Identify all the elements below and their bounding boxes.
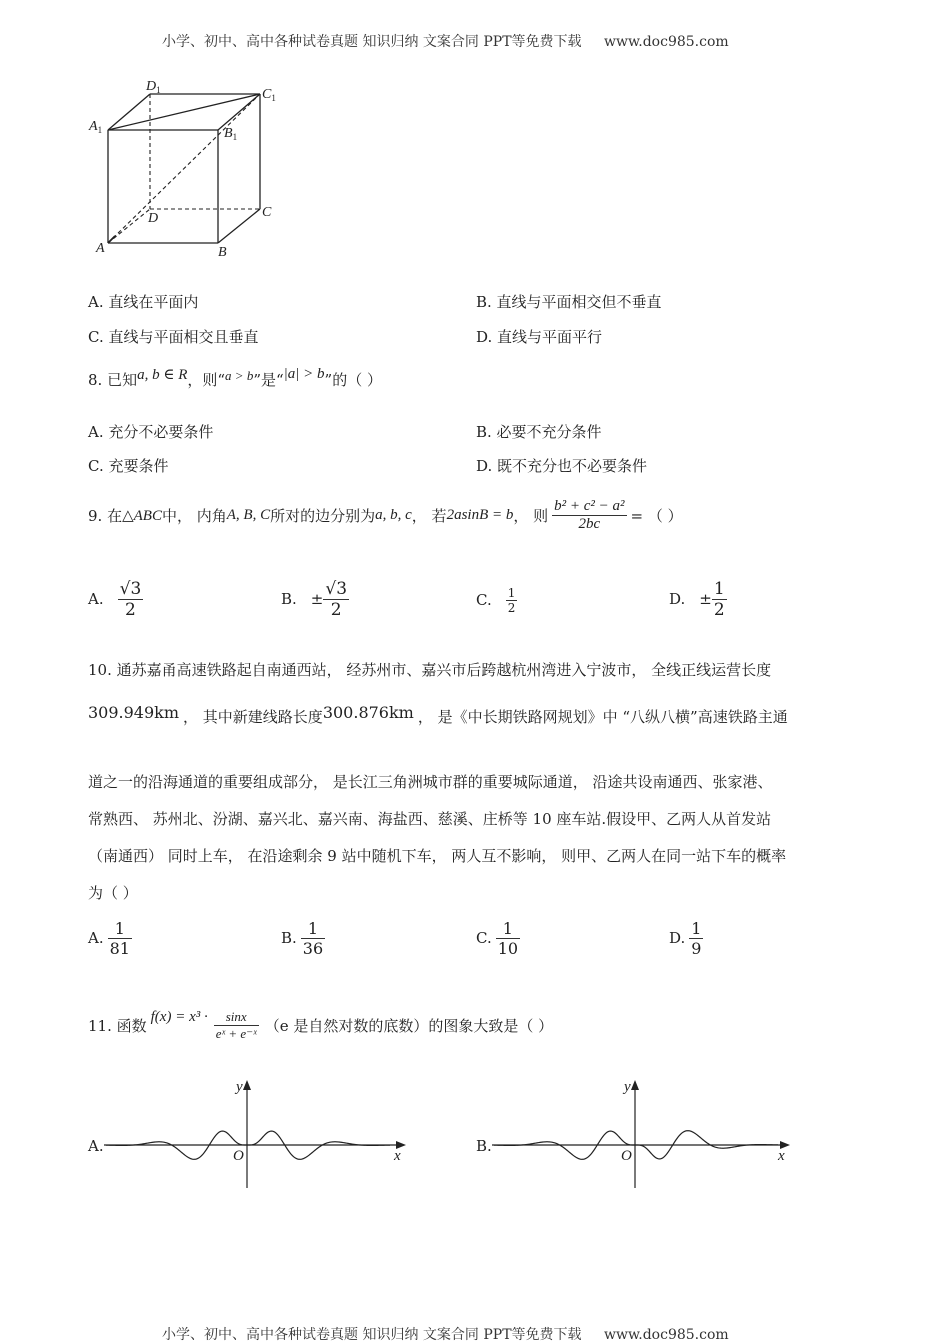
page-footer [162, 1324, 729, 1344]
x-label: x [394, 1148, 401, 1164]
q10-line-2: 309.949km ， 其中新建线路长度300.876km ， 是《中长期铁路网规划》中 “八纵八横”高速铁路主通 [88, 703, 788, 726]
q11-stem: 11. 函数 f(x) = x³ · $\frac{\sin x}{\text{eˣ + e⁻ˣ}}$ （e 是自然对数的底数）的图象大致是（ ） [88, 1008, 554, 1041]
q11-fraction: $\frac{\sin x}{\text{eˣ + e⁻ˣ}}$ [215, 1008, 257, 1041]
q8-option-b: B. 必要不充分条件 [476, 423, 602, 441]
q7-option-b: B. 直线与平面相交但不垂直 [476, 293, 662, 311]
label-d1: $D_1$ [146, 79, 161, 95]
q9-stem: 9. 在 △ABC 中， 内角 A, B, C 所对的边分别为 a, b, c ， 若 2asinB = b ， 则 $\frac{\text{b² + c² − a²}}{2bc}$ = （ ） [88, 497, 683, 532]
q10-line-4: 常熟西、 苏州北、汾湖、嘉兴北、嘉兴南、海盐西、慈溪、庄桥等 10 座车站.假设甲、乙两人从首发站 [88, 810, 772, 828]
y-arrow [631, 1080, 639, 1090]
q10-option-c: C. $\frac{1}{10}$ [476, 918, 519, 958]
x-label: x [778, 1148, 785, 1164]
q8-option-d: D. 既不充分也不必要条件 [476, 457, 648, 475]
page-header [162, 31, 729, 51]
q8-option-c: C. 充要条件 [88, 457, 169, 475]
label-b1: $B_1$ [224, 126, 238, 142]
q10-option-d: D. $\frac{1}{9}$ [669, 918, 702, 958]
q8-stem: 8. 已知a, b ∈ R，则“a > b”是“|a| > b”的（ ） [88, 366, 382, 389]
label-c1: $C_1$ [262, 87, 276, 103]
q10-line-1: 10. 通苏嘉甬高速铁路起自南通西站， 经苏州市、嘉兴市后跨越杭州湾进入宁波市， 全线正线运营长度 [88, 661, 772, 679]
q9-option-c: C. $\frac{1}{2}$ [476, 585, 516, 615]
label-a: A [96, 241, 105, 256]
y-arrow [243, 1080, 251, 1090]
origin-label: O [621, 1148, 632, 1164]
q11-graph-b-label: B. [476, 1137, 492, 1155]
q8-option-a: A. 充分不必要条件 [88, 423, 214, 441]
q9-fraction: $\frac{\text{b² + c² − a²}}{2bc}$ [554, 497, 625, 532]
label-c: C [262, 205, 272, 220]
y-label: y [236, 1079, 243, 1095]
label-b: B [218, 245, 227, 260]
q9-option-a: A. $\frac{√3}{2}$ [88, 578, 142, 620]
q11-graph-a-label: A. [88, 1137, 104, 1155]
label-a1: $A_1$ [89, 119, 103, 135]
y-label: y [624, 1079, 631, 1095]
q9-option-b: B. ± $\frac{√3}{2}$ [281, 578, 348, 620]
footer-text: 小学、初中、高中各种试卷真题 知识归纳 文案合同 PPT等免费下载 [162, 1327, 582, 1343]
q10-line-6: 为（ ） [88, 884, 138, 902]
cube-figure [86, 76, 296, 266]
q7-option-d: D. 直线与平面平行 [476, 328, 603, 346]
label-d: D [148, 211, 159, 226]
q10-line-5: （南通西） 同时上车， 在沿途剩余 9 站中随机下车， 两人互不影响， 则甲、乙两人在同一站下车的概率 [88, 847, 787, 865]
q11-graph-b [492, 1074, 798, 1192]
header-text: 小学、初中、高中各种试卷真题 知识归纳 文案合同 PPT等免费下载 [162, 34, 582, 50]
q11-graph-a [104, 1074, 410, 1192]
q10-option-b: B. $\frac{1}{36}$ [281, 918, 324, 958]
q7-option-a: A. 直线在平面内 [88, 293, 199, 311]
footer-url: www.doc985.com [603, 1327, 729, 1343]
q7-option-c: C. 直线与平面相交且垂直 [88, 328, 259, 346]
origin-label: O [233, 1148, 244, 1164]
q10-line-3: 道之一的沿海通道的重要组成部分， 是长江三角洲城市群的重要城际通道， 沿途共设南通西、张家港、 [88, 773, 773, 791]
q9-option-d: D. ± $\frac{1}{2}$ [669, 578, 725, 620]
header-url: www.doc985.com [603, 34, 729, 50]
q10-option-a: A. $\frac{1}{81}$ [88, 918, 130, 958]
